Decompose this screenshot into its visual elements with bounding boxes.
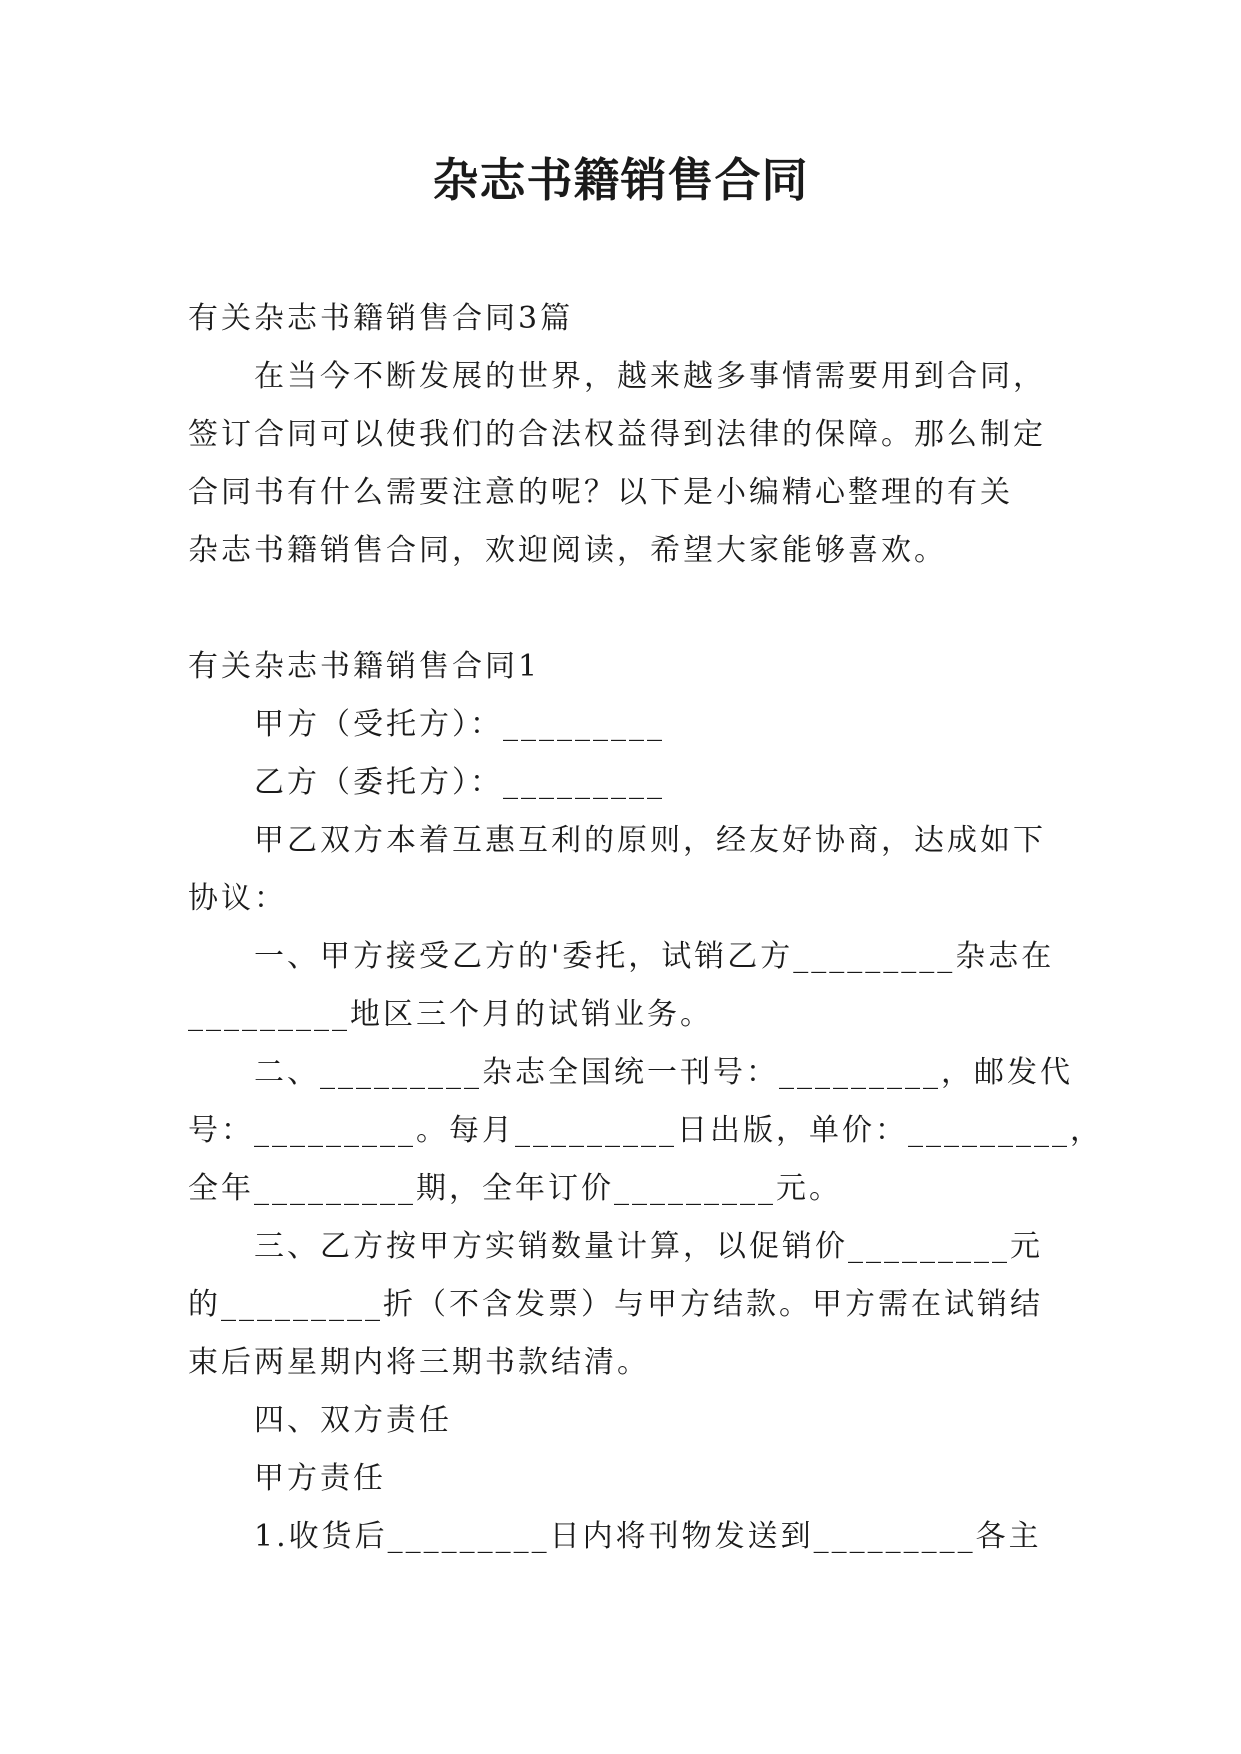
document-body: [188, 290, 1103, 1566]
clause-4-heading: 四、双方责任: [254, 1403, 452, 1438]
agreement-line: 甲乙双方本着互惠互利的原则，经友好协商，达成如下: [254, 823, 1046, 858]
party-a-duty-heading: 甲方责任: [254, 1461, 386, 1496]
clause-2-line: 号：_________。每月_________日出版，单价：_________，: [188, 1113, 1103, 1148]
clause-1-line: _________地区三个月的试销业务。: [188, 997, 713, 1032]
clause-3-line: 三、乙方按甲方实销数量计算，以促销价_________元: [254, 1229, 1043, 1264]
intro-line: 签订合同可以使我们的合法权益得到法律的保障。那么制定: [188, 417, 1046, 452]
section-heading: 有关杂志书籍销售合同1: [188, 649, 541, 684]
intro-line: 杂志书籍销售合同，欢迎阅读，希望大家能够喜欢。: [188, 533, 947, 568]
intro-line: 在当今不断发展的世界，越来越多事情需要用到合同，: [254, 359, 1046, 394]
clause-2-line: 全年_________期，全年订价_________元。: [188, 1171, 842, 1206]
clause-1-line: 一、甲方接受乙方的'委托，试销乙方_________杂志在: [254, 939, 1055, 974]
clause-3-line: 束后两星期内将三期书款结清。: [188, 1345, 650, 1380]
duty-item-1: 1.收货后_________日内将刊物发送到_________各主: [254, 1519, 1042, 1554]
agreement-line: 协议：: [188, 881, 287, 916]
clause-2-line: 二、_________杂志全国统一刊号：_________，邮发代: [254, 1055, 1073, 1090]
page-title: 杂志书籍销售合同: [432, 153, 809, 207]
intro-line: 合同书有什么需要注意的呢？以下是小编精心整理的有关: [188, 475, 1013, 510]
clause-3-line: 的_________折（不含发票）与甲方结款。甲方需在试销结: [188, 1287, 1043, 1322]
party-b-line: 乙方（委托方）：_________: [254, 765, 665, 800]
subtitle: 有关杂志书籍销售合同3篇: [188, 301, 574, 336]
party-a-line: 甲方（受托方）：_________: [254, 707, 665, 742]
spacer: [188, 580, 1056, 638]
